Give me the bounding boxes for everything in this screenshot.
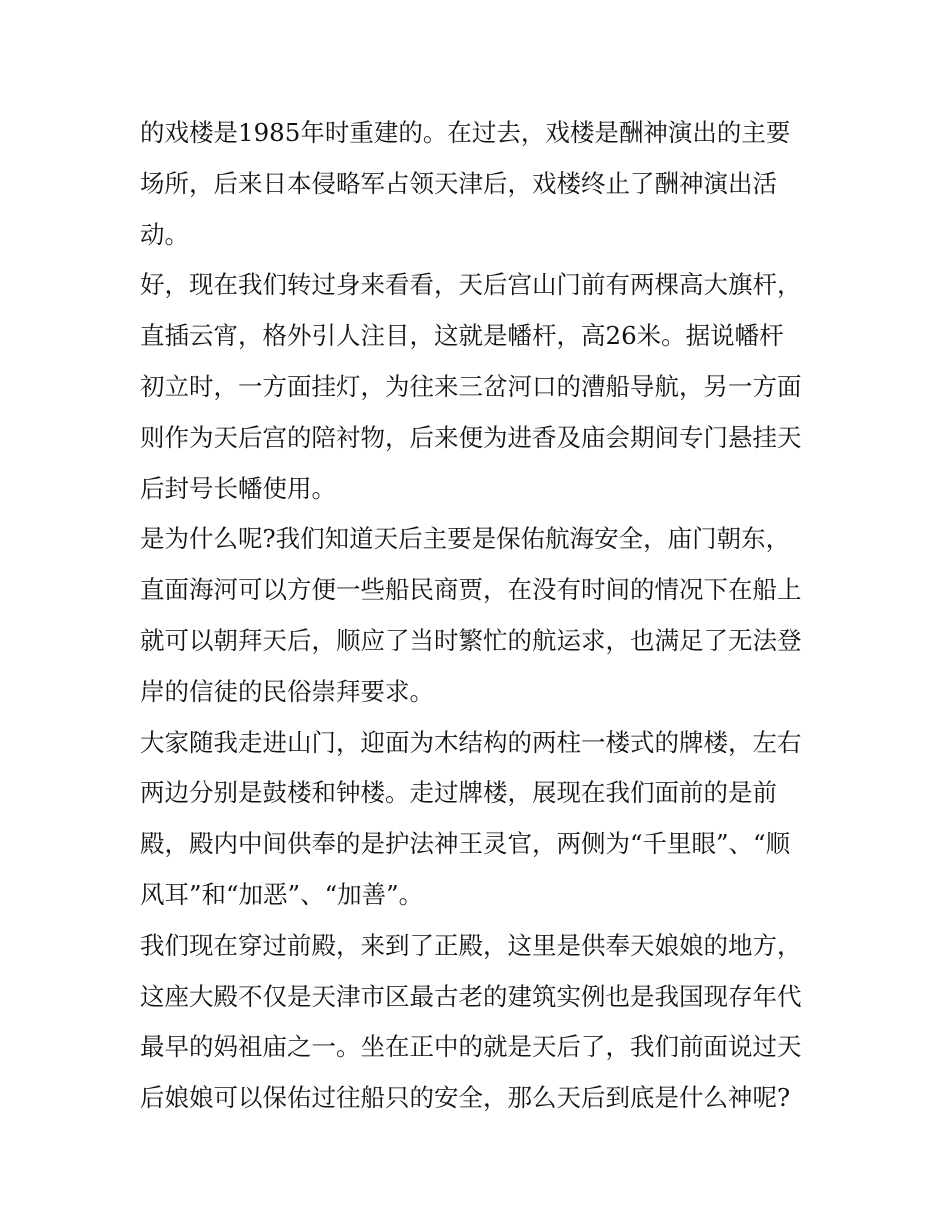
text-line: 岸的信徒的民俗崇拜要求。 [140,676,434,706]
text-line: 后封号长幡使用。 [140,473,336,503]
text-line: 则作为天后宫的陪衬物，后来便为进香及庙会期间专门悬挂天 [140,422,802,452]
paragraph-5 [140,921,820,1124]
text-line: 直插云宵，格外引人注目，这就是幡杆，高26米。据说幡杆 [140,321,784,351]
text-line: 我们现在穿过前殿，来到了正殿，这里是供奉天娘娘的地方， [140,930,802,960]
text-line: 场所，后来日本侵略军占领天津后，戏楼终止了酬神演出活 [140,168,777,198]
paragraph-1 [140,108,820,260]
text-line: 大家随我走进山门，迎面为木结构的两柱一楼式的牌楼，左右 [140,727,802,757]
text-line: 好，现在我们转过身来看看，天后宫山门前有两棵高大旗杆， [140,270,802,300]
document-body [140,108,820,1124]
text-line: 是为什么呢?我们知道天后主要是保佑航海安全，庙门朝东， [140,524,791,554]
text-line: 这座大殿不仅是天津市区最古老的建筑实例也是我国现存年代 [140,981,802,1011]
paragraph-4 [140,718,820,921]
text-line: 就可以朝拜天后，顺应了当时繁忙的航运求，也满足了无法登 [140,625,802,655]
text-line: 的戏楼是1985年时重建的。在过去，戏楼是酬神演出的主要 [140,118,791,147]
text-line: 直面海河可以方便一些船民商贾，在没有时间的情况下在船上 [140,575,802,605]
text-line: 风耳”和“加恶”、“加善”。 [140,879,424,909]
text-line: 动。 [140,219,189,249]
text-line: 殿，殿内中间供奉的是护法神王灵官，两侧为“千里眼”、“顺 [140,829,791,859]
paragraph-2 [140,260,820,514]
text-line: 后娘娘可以保佑过往船只的安全，那么天后到底是什么神呢? [140,1083,791,1113]
text-line: 两边分别是鼓楼和钟楼。走过牌楼，展现在我们面前的是前 [140,778,777,808]
text-line: 最早的妈祖庙之一。坐在正中的就是天后了，我们前面说过天 [140,1032,802,1062]
text-line: 初立时，一方面挂灯，为往来三岔河口的漕船导航，另一方面 [140,371,802,401]
paragraph-3 [140,514,820,717]
